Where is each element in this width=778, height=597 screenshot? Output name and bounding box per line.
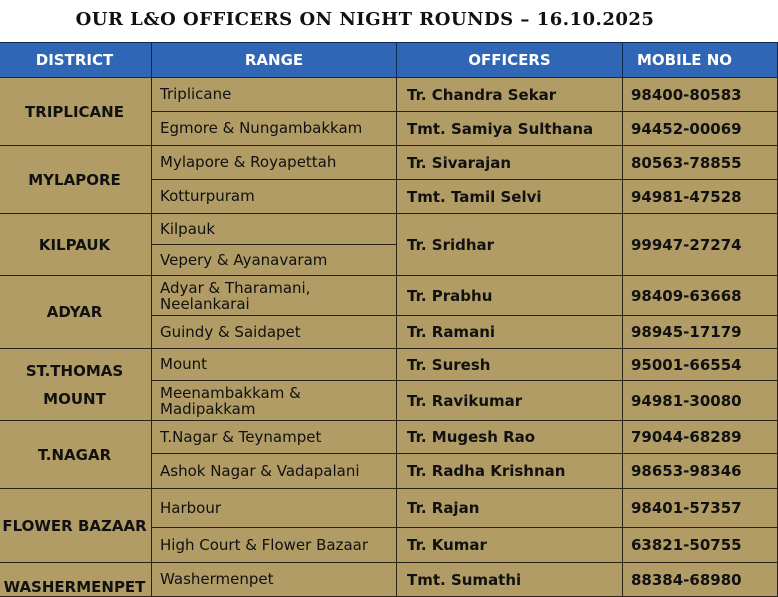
district-cell: KILPAUK: [0, 214, 152, 276]
header-row: [0, 43, 778, 78]
officer-cell: Tr. Rajan: [397, 489, 623, 528]
page-title: OUR L&O OFFICERS ON NIGHT ROUNDS – 16.10.2025: [75, 9, 655, 30]
header-mobile: MOBILE NO: [623, 43, 778, 78]
range-cell: Adyar & Tharamani, Neelankarai: [152, 276, 397, 316]
officers-table: [0, 42, 778, 597]
range-cell: Triplicane: [152, 78, 397, 112]
mobile-cell: 98653-98346: [623, 454, 778, 489]
table-row: [0, 214, 778, 245]
range-cell: Kotturpuram: [152, 180, 397, 214]
mobile-cell: 98401-57357: [623, 489, 778, 528]
mobile-cell: 88384-68980: [623, 563, 778, 597]
range-cell: Guindy & Saidapet: [152, 316, 397, 349]
mobile-cell: 79044-68289: [623, 421, 778, 454]
mobile-cell: 94981-47528: [623, 180, 778, 214]
mobile-cell: 99947-27274: [623, 214, 778, 276]
table-row: [0, 349, 778, 381]
district-cell: T.NAGAR: [0, 421, 152, 489]
table-row: [0, 563, 778, 597]
table-row: [0, 421, 778, 454]
mobile-cell: 98945-17179: [623, 316, 778, 349]
district-cell: MYLAPORE: [0, 146, 152, 214]
officer-cell: Tr. Kumar: [397, 528, 623, 563]
header-district: DISTRICT: [0, 43, 152, 78]
officer-cell: Tr. Sivarajan: [397, 146, 623, 180]
officer-cell: Tr. Prabhu: [397, 276, 623, 316]
district-cell: ST.THOMAS MOUNT: [0, 349, 152, 421]
mobile-cell: 94981-30080: [623, 381, 778, 421]
header-range: RANGE: [152, 43, 397, 78]
mobile-cell: 63821-50755: [623, 528, 778, 563]
district-cell: WASHERMENPET: [0, 563, 152, 597]
range-cell: Washermenpet: [152, 563, 397, 597]
table-row: [0, 146, 778, 180]
table-row: [0, 276, 778, 316]
range-cell: Mylapore & Royapettah: [152, 146, 397, 180]
mobile-cell: 95001-66554: [623, 349, 778, 381]
mobile-cell: 80563-78855: [623, 146, 778, 180]
district-cell: TRIPLICANE: [0, 78, 152, 146]
range-cell: Mount: [152, 349, 397, 381]
range-cell: Vepery & Ayanavaram: [152, 245, 397, 276]
range-cell: Meenambakkam & Madipakkam: [152, 381, 397, 421]
range-cell: Kilpauk: [152, 214, 397, 245]
officer-cell: Tmt. Samiya Sulthana: [397, 112, 623, 146]
header-officers: OFFICERS: [397, 43, 623, 78]
mobile-cell: 98409-63668: [623, 276, 778, 316]
table-row: [0, 489, 778, 528]
officer-cell: Tr. Chandra Sekar: [397, 78, 623, 112]
officer-cell: Tr. Mugesh Rao: [397, 421, 623, 454]
officer-cell: Tr. Radha Krishnan: [397, 454, 623, 489]
table-row: [0, 78, 778, 112]
officer-cell: Tmt. Tamil Selvi: [397, 180, 623, 214]
district-cell: ADYAR: [0, 276, 152, 349]
mobile-cell: 98400-80583: [623, 78, 778, 112]
range-cell: Harbour: [152, 489, 397, 528]
officer-cell: Tr. Suresh: [397, 349, 623, 381]
range-cell: High Court & Flower Bazaar: [152, 528, 397, 563]
range-cell: Egmore & Nungambakkam: [152, 112, 397, 146]
range-cell: Ashok Nagar & Vadapalani: [152, 454, 397, 489]
officer-cell: Tr. Ravikumar: [397, 381, 623, 421]
district-cell: FLOWER BAZAAR: [0, 489, 152, 563]
officer-cell: Tr. Ramani: [397, 316, 623, 349]
mobile-cell: 94452-00069: [623, 112, 778, 146]
range-cell: T.Nagar & Teynampet: [152, 421, 397, 454]
officer-cell: Tr. Sridhar: [397, 214, 623, 276]
officer-cell: Tmt. Sumathi: [397, 563, 623, 597]
